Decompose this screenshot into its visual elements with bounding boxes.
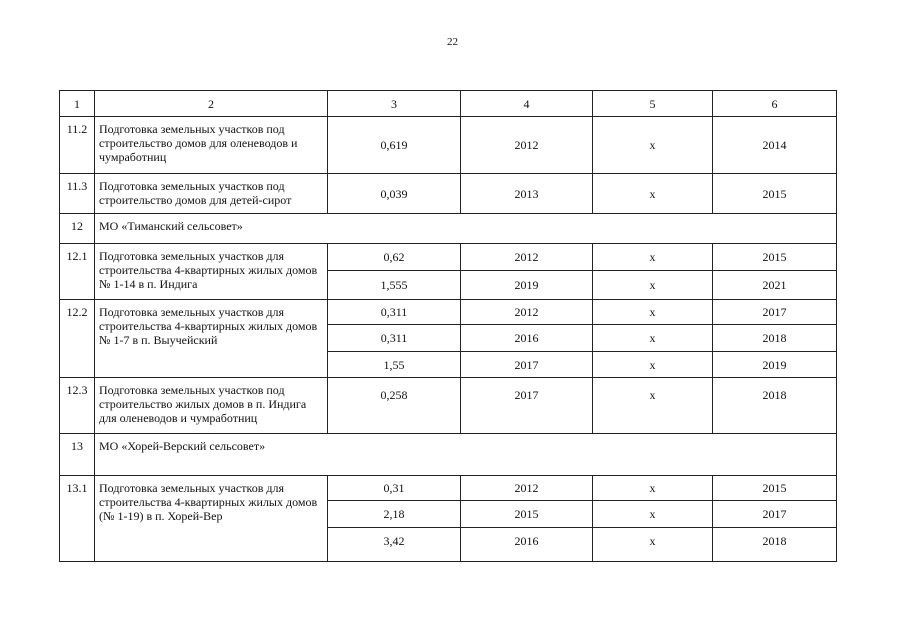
section-title: МО «Тиманский сельсовет» [95, 214, 837, 244]
start-year-cell: 2012 [461, 300, 593, 325]
end-year-cell: 2017 [713, 300, 837, 325]
start-year-cell: 2017 [461, 378, 593, 434]
data-table [59, 90, 837, 562]
mark-cell: х [593, 117, 713, 174]
mark-cell: х [593, 271, 713, 300]
mark-cell: х [593, 476, 713, 501]
start-year-cell: 2015 [461, 501, 593, 528]
header-row [60, 91, 837, 117]
area-cell: 0,31 [328, 476, 461, 501]
area-cell: 0,62 [328, 244, 461, 271]
row-number: 11.3 [60, 174, 95, 214]
row-number: 13.1 [60, 476, 95, 562]
header-cell: 3 [328, 91, 461, 117]
header-cell: 5 [593, 91, 713, 117]
mark-cell: х [593, 378, 713, 434]
row-number: 12.1 [60, 244, 95, 300]
section-number: 12 [60, 214, 95, 244]
end-year-cell: 2015 [713, 174, 837, 214]
area-cell: 0,258 [328, 378, 461, 434]
row-number: 11.2 [60, 117, 95, 174]
row-number: 12.3 [60, 378, 95, 434]
end-year-cell: 2014 [713, 117, 837, 174]
end-year-cell: 2018 [713, 325, 837, 352]
start-year-cell: 2016 [461, 528, 593, 562]
table-row [60, 244, 837, 271]
area-cell: 3,42 [328, 528, 461, 562]
area-cell: 0,619 [328, 117, 461, 174]
area-cell: 0,311 [328, 325, 461, 352]
mark-cell: х [593, 174, 713, 214]
header-cell: 4 [461, 91, 593, 117]
mark-cell: х [593, 300, 713, 325]
page-number: 22 [447, 36, 458, 48]
end-year-cell: 2018 [713, 378, 837, 434]
section-row [60, 214, 837, 244]
start-year-cell: 2017 [461, 352, 593, 378]
table-row [60, 117, 837, 174]
row-description: Подготовка земельных участков под строительство домов для оленеводов и чумработниц [95, 117, 328, 174]
mark-cell: х [593, 352, 713, 378]
end-year-cell: 2018 [713, 528, 837, 562]
row-description: Подготовка земельных участков для строительства 4-квартирных жилых домов № 1-7 в п. Выучейский [95, 300, 328, 378]
row-description: Подготовка земельных участков под строительство домов для детей-сирот [95, 174, 328, 214]
start-year-cell: 2019 [461, 271, 593, 300]
mark-cell: х [593, 325, 713, 352]
mark-cell: х [593, 501, 713, 528]
area-cell: 1,555 [328, 271, 461, 300]
mark-cell: х [593, 528, 713, 562]
section-row [60, 434, 837, 476]
mark-cell: х [593, 244, 713, 271]
start-year-cell: 2012 [461, 117, 593, 174]
header-cell: 6 [713, 91, 837, 117]
start-year-cell: 2012 [461, 244, 593, 271]
section-title: МО «Хорей-Верский сельсовет» [95, 434, 837, 476]
end-year-cell: 2017 [713, 501, 837, 528]
end-year-cell: 2019 [713, 352, 837, 378]
area-cell: 1,55 [328, 352, 461, 378]
table-row [60, 378, 837, 434]
start-year-cell: 2013 [461, 174, 593, 214]
row-description: Подготовка земельных участков для строительства 4-квартирных жилых домов (№ 1-19) в п. Хорей-Вер [95, 476, 328, 562]
table-row [60, 476, 837, 501]
header-cell: 2 [95, 91, 328, 117]
header-cell: 1 [60, 91, 95, 117]
area-cell: 0,039 [328, 174, 461, 214]
row-number: 12.2 [60, 300, 95, 378]
end-year-cell: 2015 [713, 244, 837, 271]
area-cell: 2,18 [328, 501, 461, 528]
table-row [60, 174, 837, 214]
start-year-cell: 2012 [461, 476, 593, 501]
section-number: 13 [60, 434, 95, 476]
start-year-cell: 2016 [461, 325, 593, 352]
table-row [60, 300, 837, 325]
row-description: Подготовка земельных участков под строительство жилых домов в п. Индига для оленеводов и чумработниц [95, 378, 328, 434]
end-year-cell: 2015 [713, 476, 837, 501]
area-cell: 0,311 [328, 300, 461, 325]
row-description: Подготовка земельных участков для строительства 4-квартирных жилых домов № 1-14 в п. Индига [95, 244, 328, 300]
end-year-cell: 2021 [713, 271, 837, 300]
